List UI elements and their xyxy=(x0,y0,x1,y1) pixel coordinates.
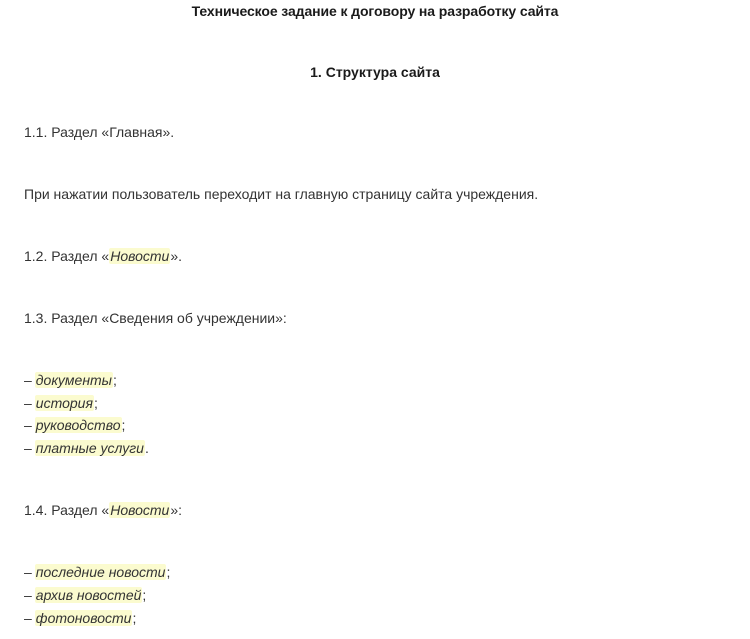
section-title: 1. Структура сайта xyxy=(310,64,440,80)
list-item xyxy=(24,372,117,388)
list-item-punct: ; xyxy=(112,372,117,388)
list-item xyxy=(24,417,125,433)
list-dash: – xyxy=(24,417,32,433)
list-dash: – xyxy=(24,564,32,580)
list-item xyxy=(24,610,136,626)
section-1-3-heading: 1.3. Раздел «Сведения об учреждении»: xyxy=(24,310,287,326)
list-dash: – xyxy=(24,587,32,603)
list-item xyxy=(24,440,149,456)
list-item-punct: ; xyxy=(93,395,98,411)
list-item-punct: ; xyxy=(142,587,147,603)
section-1-1-description: При нажатии пользователь переходит на главную страницу сайта учреждения. xyxy=(24,186,539,202)
list-item-punct: ; xyxy=(166,564,171,580)
list-dash: – xyxy=(24,372,32,388)
section-1-2-suffix: ». xyxy=(170,248,183,264)
list-item-text: архив новостей xyxy=(35,587,142,603)
list-item-text: платные услуги xyxy=(35,440,144,456)
list-item xyxy=(24,587,146,603)
list-item-punct: ; xyxy=(132,610,137,626)
section-1-2-highlight: Новости xyxy=(110,248,170,264)
section-1-4-prefix: 1.4. Раздел « xyxy=(24,502,110,518)
list-item xyxy=(24,395,98,411)
document-title: Техническое задание к договору на разработку сайта xyxy=(191,3,559,19)
list-item xyxy=(24,564,170,580)
section-1-4-suffix: »: xyxy=(170,502,183,518)
list-dash: – xyxy=(24,395,32,411)
list-item-punct: . xyxy=(144,440,149,456)
list-item-punct: ; xyxy=(121,417,126,433)
section-1-2-prefix: 1.2. Раздел « xyxy=(24,248,110,264)
list-item-text: фотоновости xyxy=(35,610,132,626)
list-dash: – xyxy=(24,440,32,456)
section-1-1-heading: 1.1. Раздел «Главная». xyxy=(24,124,175,140)
list-dash: – xyxy=(24,610,32,626)
list-item-text: последние новости xyxy=(35,564,166,580)
section-1-4-highlight: Новости xyxy=(110,502,170,518)
list-item-text: документы xyxy=(35,372,112,388)
section-1-2-heading xyxy=(24,248,182,264)
section-1-4-heading xyxy=(24,502,182,518)
list-item-text: история xyxy=(35,395,93,411)
list-item-text: руководство xyxy=(35,417,121,433)
